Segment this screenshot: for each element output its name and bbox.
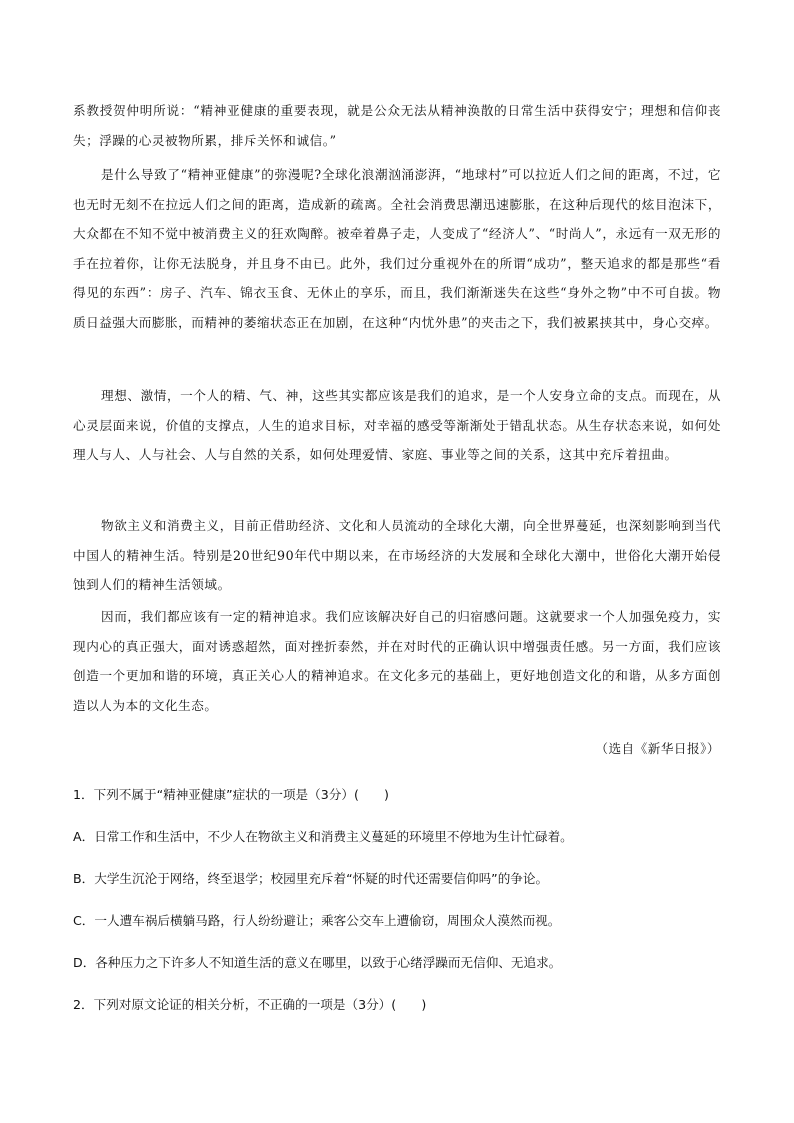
option-b: B．大学生沉沦于网络，终至退学；校园里充斥着“怀疑的时代还需要信仰吗”的争论。: [73, 871, 549, 886]
article-paragraph: 物欲主义和消费主义，目前正借助经济、文化和人员流动的全球化大潮，向全世界蔓延，也深刻影响到当代中国人的精神生活。特别是20世纪90年代中期以来，在市场经济的大发展和全球化大潮中，世俗化大潮开始侵蚀到人们的精神生活领域。: [73, 518, 721, 592]
article-paragraph: 理想、激情，一个人的精、气、神，这些其实都应该是我们的追求，是一个人安身立命的支点。而现在，从心灵层面来说，价值的支撑点，人生的追求目标，对幸福的感受等渐渐处于错乱状态。从生存状态来说，如何处理人与人、人与社会、人与自然的关系，如何处理爱情、家庭、事业等之间的关系，这其中充斥着扭曲。: [73, 388, 721, 462]
option-d: D．各种压力之下许多人不知道生活的意义在哪里，以致于心绪浮躁而无信仰、无追求。: [73, 955, 562, 970]
article-paragraph: 系教授贺仲明所说：“精神亚健康的重要表现，就是公众无法从精神涣散的日常生活中获得安宁；理想和信仰丧失；浮躁的心灵被物所累，排斥关怀和诚信。”: [73, 103, 721, 148]
article-source: （选自《新华日报》）: [595, 741, 720, 756]
article-paragraph: 因而，我们都应该有一定的精神追求。我们应该解决好自己的归宿感问题。这就要求一个人加强免疫力，实现内心的真正强大，面对诱惑超然，面对挫折泰然，并在对时代的正确认识中增强责任感。另一方面，我们应该创造一个更加和谐的环境，真正关心人的精神追求。在文化多元的基础上，更好地创造文化的和谐，从多方面创造以人为本的文化生态。: [73, 609, 721, 713]
question-1-stem: 1．下列不属于“精神亚健康”症状的一项是（3分）( ): [73, 787, 389, 802]
question-2-stem: 2．下列对原文论证的相关分析，不正确的一项是（3分）( ): [73, 997, 427, 1012]
article-paragraph: 是什么导致了“精神亚健康”的弥漫呢?全球化浪潮汹涌澎湃，“地球村”可以拉近人们之间的距离，不过，它也无时无刻不在拉远人们之间的距离，造成新的疏离。全社会消费思潮迅速膨胀，在这种后现代的炫目泡沫下，大众都在不知不觉中被消费主义的狂欢陶醉。被牵着鼻子走，人变成了“经济人”、“时尚人”，永远有一双无形的手在拉着你，让你无法脱身，并且身不由已。此外，我们过分重视外在的所谓“成功”，整天追求的都是那些“看得见的东西”：房子、汽车、锦衣玉食、无休止的享乐，而且，我们渐渐迷失在这些“身外之物”中不可自拔。物质日益强大而膨胀，而精神的萎缩状态正在加剧，在这种“内忧外患”的夹击之下，我们被累挟其中，身心交瘁。: [73, 167, 721, 330]
option-c: C．一人遭车祸后横躺马路，行人纷纷避让；乘客公交车上遭偷窃，周围众人漠然而视。: [73, 913, 561, 928]
option-a: A．日常工作和生活中，不少人在物欲主义和消费主义蔓延的环境里不停地为生计忙碌着。: [73, 829, 573, 844]
